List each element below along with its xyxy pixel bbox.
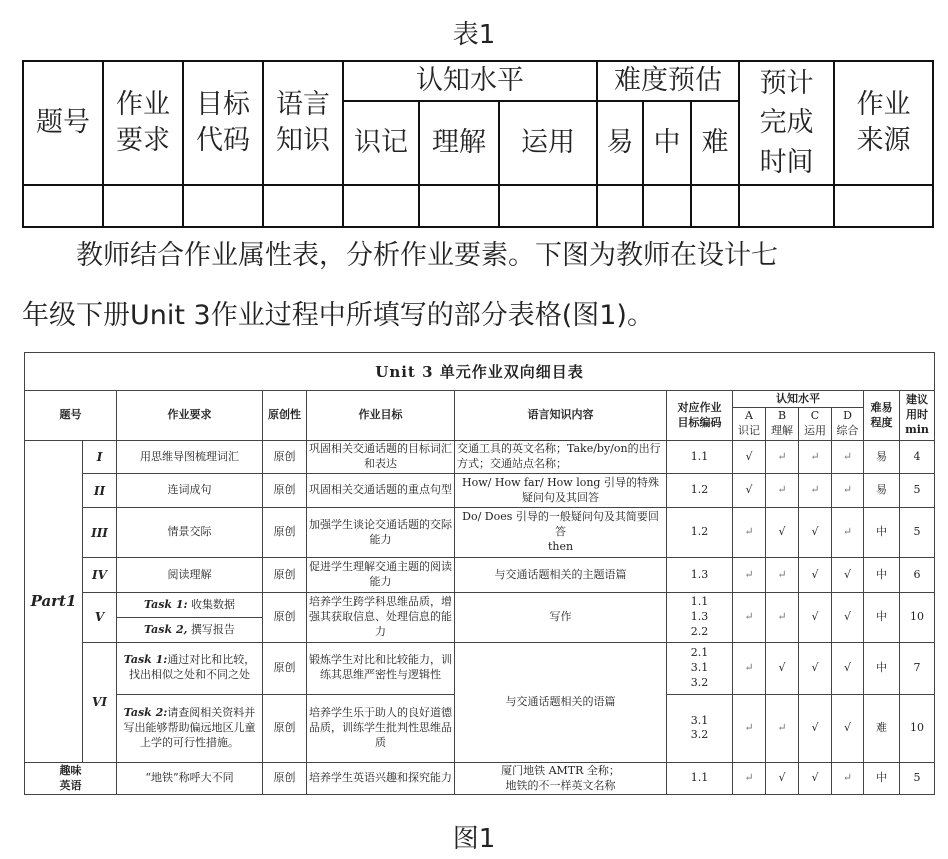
t2-lang: 厦门地铁 AMTR 全称； 地铁的不一样英文名称 <box>455 763 667 795</box>
table-row <box>25 593 935 618</box>
t2-check-a: √ <box>733 474 766 508</box>
t1-header-yuji: 预计 完成 时间 <box>739 61 834 185</box>
t1-empty-row <box>23 185 933 227</box>
t2-check-b: √ <box>766 763 799 795</box>
t1-header-yi: 易 <box>597 101 643 185</box>
table-row <box>25 642 935 694</box>
t2-lang: How/ How far/ How long 引导的特殊疑问句及其回答 <box>455 474 667 508</box>
t2-orig: 原创 <box>263 593 307 643</box>
t2-orig: 原创 <box>263 508 307 558</box>
t2-row-num: I <box>83 440 117 473</box>
t2-level: 中 <box>864 642 900 694</box>
t2-task1-req <box>117 642 263 694</box>
table2-unit3-homework-grid <box>24 352 935 795</box>
t2-orig: 原创 <box>263 557 307 592</box>
t2-task1-req <box>117 593 263 618</box>
t1-header-nandu: 难度预估 <box>597 61 739 101</box>
t1-header-shiji: 识记 <box>343 101 419 185</box>
t2-check-d: √ <box>832 557 864 592</box>
t2-task-label: Task 2: <box>123 706 168 720</box>
t2-header-tihao: 题号 <box>25 391 117 441</box>
t2-goal: 促进学生理解交通主题的阅读能力 <box>307 557 455 592</box>
t2-code: 1.3 <box>667 557 733 592</box>
t2-check-a: √ <box>733 440 766 473</box>
table-row <box>25 474 935 508</box>
t2-lang: 交通工具的英文名称；Take/by/on的出行方式；交通站点名称； <box>455 440 667 473</box>
t1-header-yunyong: 运用 <box>499 101 597 185</box>
t2-req: 用思维导图梳理词汇 <box>117 440 263 473</box>
t2-goal: 加强学生谈论交通话题的交际能力 <box>307 508 455 558</box>
t2-mark: ↵ <box>832 440 864 473</box>
t2-check-c: √ <box>799 694 832 762</box>
paragraph-line-1: 教师结合作业属性表，分析作业要素。下图为教师在设计七 <box>76 240 778 271</box>
t2-req: 情景交际 <box>117 508 263 558</box>
t2-title: Unit 3 单元作业双向细目表 <box>25 353 935 391</box>
table1-homework-attributes <box>22 60 934 228</box>
t2-time: 10 <box>900 593 935 643</box>
t2-header-a: A 识记 <box>733 407 766 440</box>
t2-lang: 写作 <box>455 593 667 643</box>
t2-code: 1.2 <box>667 508 733 558</box>
t2-mark: ↵ <box>733 593 766 643</box>
t1-header-nan: 难 <box>691 101 739 185</box>
t2-mark: ↵ <box>733 694 766 762</box>
t2-level: 中 <box>864 593 900 643</box>
t2-goal: 锻炼学生对比和比较能力，训练其思维严密性与逻辑性 <box>307 642 455 694</box>
t2-mark: ↵ <box>733 763 766 795</box>
table-row <box>25 508 935 558</box>
t2-goal: 培养学生乐于助人的良好道德品质，训练学生批判性思维品质 <box>307 694 455 762</box>
table-row <box>25 557 935 592</box>
t2-header-jianyi: 建议 用时 min <box>900 391 935 441</box>
t2-req: “地铁”称呼大不同 <box>117 763 263 795</box>
t2-check-b: √ <box>766 508 799 558</box>
t1-header-renzhi: 认知水平 <box>343 61 597 101</box>
t1-header-mubiao-daima: 目标 代码 <box>183 61 263 185</box>
t2-header-yuanchuang: 原创性 <box>263 391 307 441</box>
t2-check-d: √ <box>832 694 864 762</box>
t2-task-label: Task 1: <box>123 653 168 667</box>
figure-caption: 图1 <box>452 824 496 854</box>
t2-check-c: √ <box>799 763 832 795</box>
t2-orig: 原创 <box>263 694 307 762</box>
t2-orig: 原创 <box>263 440 307 473</box>
t2-header-renzhi: 认知水平 <box>733 391 864 407</box>
t2-orig: 原创 <box>263 763 307 795</box>
t2-mark: ↵ <box>832 763 864 795</box>
t2-check-c: √ <box>799 508 832 558</box>
t1-header-laiyuan: 作业 来源 <box>834 61 933 185</box>
t2-mark: ↵ <box>766 557 799 592</box>
t2-check-b: √ <box>766 642 799 694</box>
t1-header-zhong: 中 <box>643 101 691 185</box>
t2-code: 1.1 1.3 2.2 <box>667 593 733 643</box>
t2-level: 中 <box>864 763 900 795</box>
t2-level: 易 <box>864 474 900 508</box>
t1-header-tihao: 题号 <box>23 61 103 185</box>
t2-task-text: 撰写报告 <box>187 622 235 636</box>
t2-task-text: 收集数据 <box>187 597 236 611</box>
t2-time: 4 <box>900 440 935 473</box>
t2-row-num: IV <box>83 557 117 592</box>
t2-row-num: II <box>83 474 117 508</box>
t2-mark: ↵ <box>832 508 864 558</box>
t2-time: 5 <box>900 474 935 508</box>
t2-goal: 巩固相关交通话题的重点句型 <box>307 474 455 508</box>
t2-code: 1.1 <box>667 763 733 795</box>
t2-row-num: III <box>83 508 117 558</box>
t2-mark: ↵ <box>733 508 766 558</box>
t2-orig: 原创 <box>263 474 307 508</box>
t2-task2-req <box>117 694 263 762</box>
t2-time: 6 <box>900 557 935 592</box>
t2-level: 易 <box>864 440 900 473</box>
t2-header-nanyi: 难易 程度 <box>864 391 900 441</box>
t2-lang: 与交通话题相关的主题语篇 <box>455 557 667 592</box>
t2-code: 1.2 <box>667 474 733 508</box>
t2-mark: ↵ <box>766 474 799 508</box>
t2-mark: ↵ <box>832 474 864 508</box>
t1-header-zuoye-yaoqiu: 作业 要求 <box>103 61 183 185</box>
t2-req: 阅读理解 <box>117 557 263 592</box>
t2-lang: Do/ Does 引导的一般疑问句及其简要回答 then <box>455 508 667 558</box>
t2-header-d: D 综合 <box>832 407 864 440</box>
t2-code: 2.1 3.1 3.2 <box>667 642 733 694</box>
table-row <box>25 763 935 795</box>
t2-task-label: Task 2, <box>144 622 188 636</box>
t2-mark: ↵ <box>799 474 832 508</box>
table1-caption: 表1 <box>452 20 496 50</box>
t2-time: 10 <box>900 694 935 762</box>
t2-time: 5 <box>900 508 935 558</box>
t2-mark: ↵ <box>766 440 799 473</box>
t2-task-text: 请查阅相关资料并写出能够帮助偏远地区儿童上学的可行性措施。 <box>123 706 256 749</box>
t2-task-label: Task 1: <box>143 597 188 611</box>
paragraph-line-2: 年级下册Unit 3作业过程中所填写的部分表格(图1)。 <box>22 300 654 331</box>
t2-check-c: √ <box>799 593 832 643</box>
t2-orig: 原创 <box>263 642 307 694</box>
t2-row-num: VI <box>83 642 117 762</box>
t2-part-label: Part1 <box>25 440 83 762</box>
t2-req: 连词成句 <box>117 474 263 508</box>
t2-task-text: 通过对比和比较，找出相似之处和不同之处 <box>129 653 256 682</box>
t2-fun-label: 趣味 英语 <box>25 763 117 795</box>
t1-header-lijie: 理解 <box>419 101 499 185</box>
t2-mark: ↵ <box>766 694 799 762</box>
t2-goal: 巩固相关交通话题的目标词汇和表达 <box>307 440 455 473</box>
t2-goal: 培养学生跨学科思维品质，增强其获取信息、处理信息的能力 <box>307 593 455 643</box>
t2-level: 中 <box>864 557 900 592</box>
t2-check-c: √ <box>799 642 832 694</box>
t2-header-yuyan: 语言知识内容 <box>455 391 667 441</box>
t2-mark: ↵ <box>799 440 832 473</box>
t2-header-mubiao: 作业目标 <box>307 391 455 441</box>
t2-header-c: C 运用 <box>799 407 832 440</box>
t2-header-b: B 理解 <box>766 407 799 440</box>
t2-level: 难 <box>864 694 900 762</box>
table-row <box>25 440 935 473</box>
t1-header-yuyan-zhishi: 语言 知识 <box>263 61 343 185</box>
t2-check-d: √ <box>832 593 864 643</box>
t2-header-yaoqiu: 作业要求 <box>117 391 263 441</box>
t2-level: 中 <box>864 508 900 558</box>
t2-code: 3.1 3.2 <box>667 694 733 762</box>
t2-goal: 培养学生英语兴趣和探究能力 <box>307 763 455 795</box>
t2-check-d: √ <box>832 642 864 694</box>
t2-mark: ↵ <box>766 593 799 643</box>
t2-task2-req <box>117 618 263 643</box>
t2-row-num: V <box>83 593 117 643</box>
t2-time: 5 <box>900 763 935 795</box>
t2-check-c: √ <box>799 557 832 592</box>
t2-lang: 与交通话题相关的语篇 <box>455 642 667 762</box>
t2-mark: ↵ <box>733 557 766 592</box>
t2-code: 1.1 <box>667 440 733 473</box>
t2-time: 7 <box>900 642 935 694</box>
t2-header-bianma: 对应作业 目标编码 <box>667 391 733 441</box>
t2-mark: ↵ <box>733 642 766 694</box>
